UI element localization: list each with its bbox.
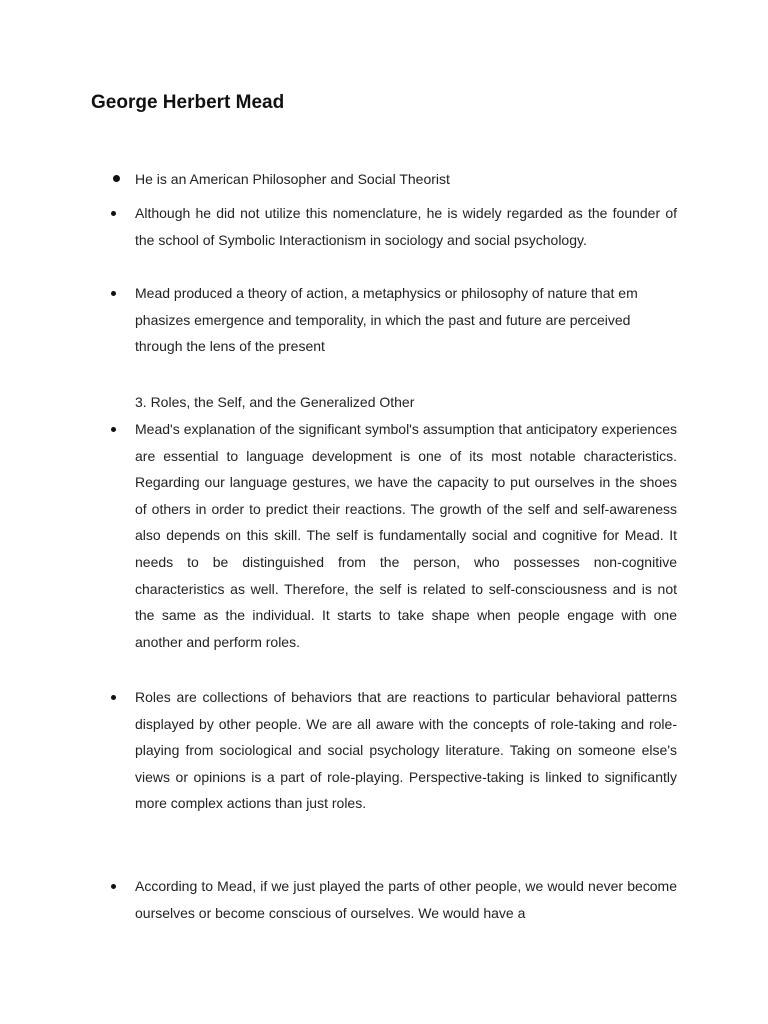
bullet-item-significant-symbol (135, 416, 677, 655)
bullet-text: Although he did not utilize this nomenclature, he is widely regarded as the founder of the school of Symbolic Interactionism in sociology and social psychology. (135, 205, 677, 248)
bullet-text: Mead's explanation of the significant symbol's assumption that anticipatory experiences are essential to language development is one of its most notable characteristics. Regarding our language gestures, we have the capacity to put ourselves in the shoes of others in order to predict their reactions. The growth of the self and self-awareness also depends on this skill. The self is fundamentally social and cognitive for Mead. It needs to be distinguished from the person, who possesses non-cognitive characteristics as well. Therefore, the self is related to self-consciousness and is not the same as the individual. It starts to take shape when people engage with one another and perform roles. (135, 421, 677, 650)
bullet-dot-icon (113, 175, 120, 182)
bullet-text: Roles are collections of behaviors that are reactions to particular behavioral patterns displayed by other people. We are all aware with the concepts of role-taking and role-playing from sociological and social psychology literature. Taking on someone else's views or opinions is a part of role-playing. Perspective-taking is linked to significantly more complex actions than just roles. (135, 689, 677, 812)
bullet-dot-icon (111, 884, 116, 889)
bullet-text: Mead produced a theory of action, a metaphysics or philosophy of nature that em phasizes emergence and temporality, in which the past and future are perceived through the lens of the present (135, 285, 638, 355)
bullet-item-according-to-mead (135, 873, 677, 926)
bullet-text: He is an American Philosopher and Social Theorist (135, 171, 450, 187)
bullet-item-american-philosopher (135, 166, 677, 193)
bullet-item-roles (135, 684, 677, 817)
bullet-item-symbolic-interactionism (135, 200, 677, 253)
bullet-dot-icon (111, 211, 116, 216)
bullet-item-theory-of-action (135, 280, 673, 360)
bullet-text: According to Mead, if we just played the parts of other people, we would never become ourselves or become conscious of ourselves. We would have a (135, 878, 677, 921)
page-title: George Herbert Mead (91, 92, 285, 113)
bullet-dot-icon (111, 695, 116, 700)
bullet-dot-icon (111, 427, 116, 432)
section-heading: 3. Roles, the Self, and the Generalized Other (135, 394, 415, 410)
bullet-dot-icon (111, 291, 116, 296)
